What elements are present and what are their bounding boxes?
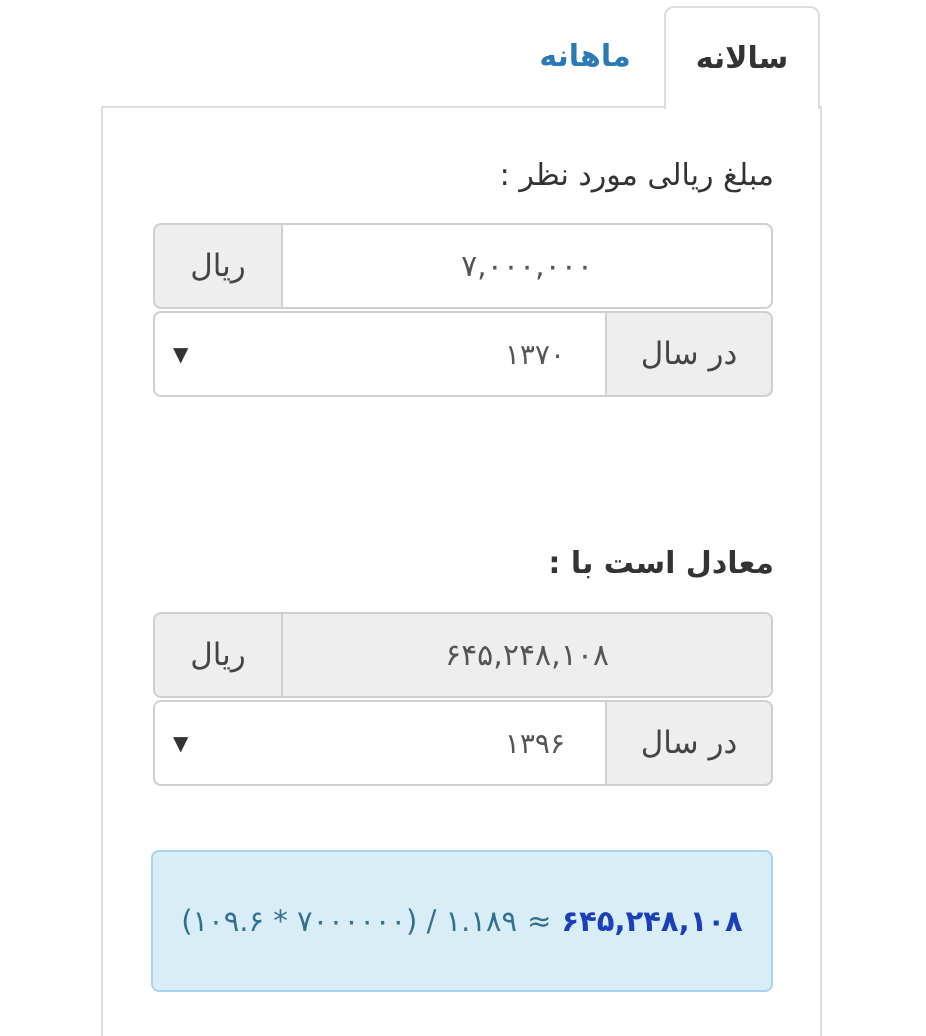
tab-monthly[interactable]: ماهانه [539, 38, 631, 74]
tab-yearly[interactable]: سالانه [664, 6, 820, 109]
chevron-down-icon: ▼ [173, 342, 189, 366]
amount-input-group [153, 223, 773, 309]
to-year-group [153, 700, 773, 786]
chevron-down-icon: ▼ [173, 731, 189, 755]
result-value: ۶۴۵,۲۴۸,۱۰۸ [561, 904, 743, 938]
to-year-value: ۱۳۹۶ [504, 726, 565, 760]
amount-label: مبلغ ریالی مورد نظر : [499, 158, 774, 193]
from-year-select[interactable] [155, 313, 605, 395]
currency-addon: ریال [155, 225, 283, 307]
currency-addon: ریال [155, 614, 283, 696]
year-prefix-addon: در سال [605, 313, 771, 395]
approx-symbol: ≈ [527, 904, 552, 938]
equivalent-label: معادل است با : [548, 546, 774, 581]
result-formula: (۱۰۹.۶ * ۷۰۰۰۰۰۰) / ۱.۱۸۹ [181, 904, 518, 938]
to-year-select[interactable] [155, 702, 605, 784]
amount-input[interactable]: ۷,۰۰۰,۰۰۰ [461, 248, 593, 284]
result-amount-group [153, 612, 773, 698]
result-amount-field: ۶۴۵,۲۴۸,۱۰۸ [283, 614, 771, 696]
year-prefix-addon: در سال [605, 702, 771, 784]
result-alert [151, 850, 773, 992]
from-year-group [153, 311, 773, 397]
from-year-value: ۱۳۷۰ [504, 337, 565, 371]
